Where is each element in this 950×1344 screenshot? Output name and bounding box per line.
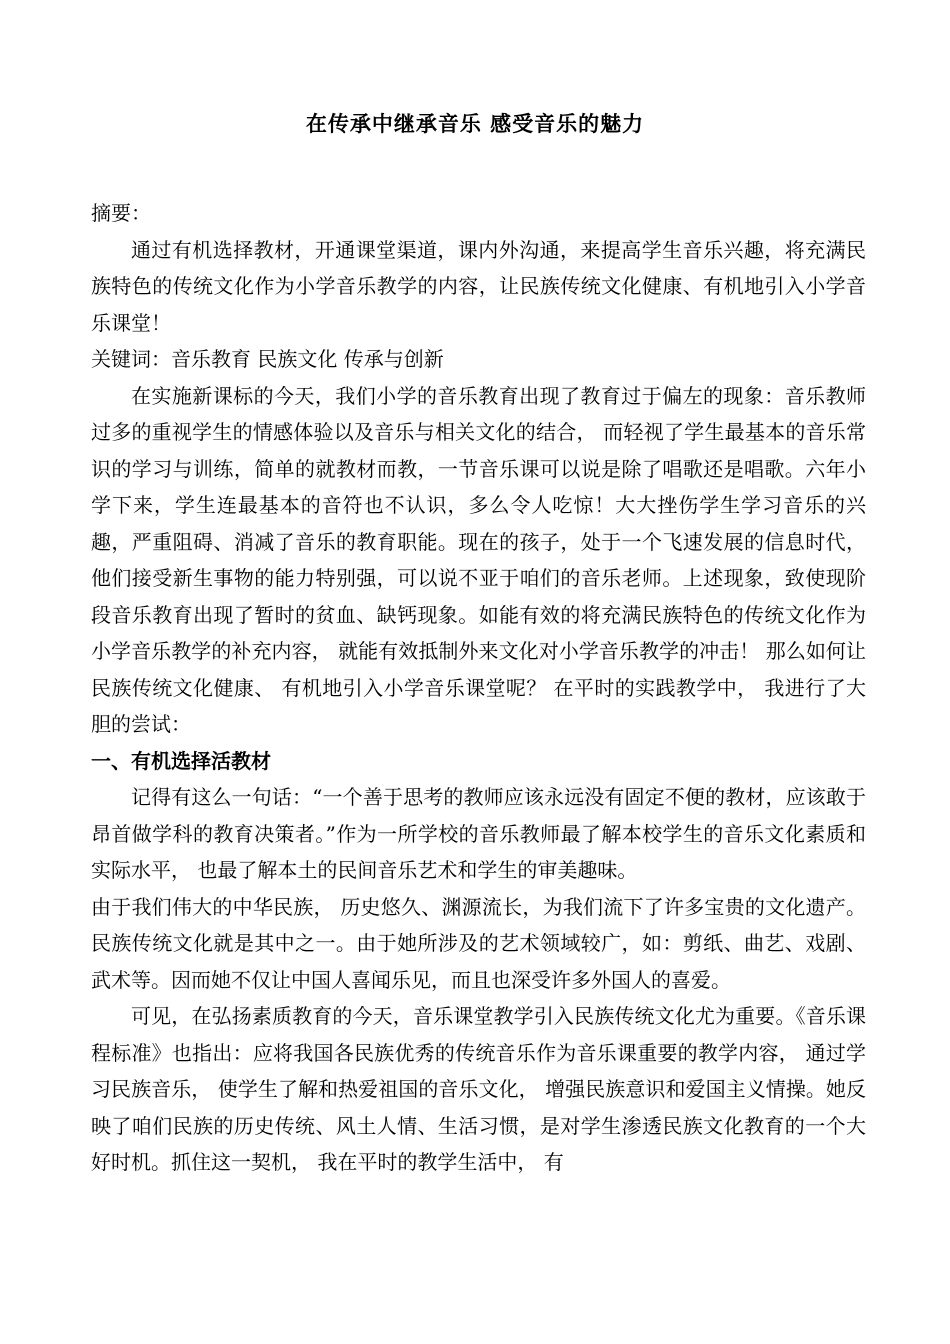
- paragraph-3: 由于我们伟大的中华民族， 历史悠久、渊源流长，为我们流下了许多宝贵的文化遗产。民族传统文化就是其中之一。由于她所涉及的艺术领域较广，如：剪纸、曲艺、戏剧、武术等。因而她不仅让中国人喜闻乐见，而且也深受许多外国人的喜爱。: [91, 894, 866, 992]
- document-body: [91, 195, 866, 1181]
- keywords-line: 关键词：音乐教育 民族文化 传承与创新: [91, 347, 444, 371]
- section-heading-1: 一、有机选择活教材: [91, 748, 271, 773]
- document-title: 在传承中继承音乐 感受音乐的魅力: [305, 112, 645, 136]
- paragraph-2: 记得有这么一句话：“一个善于思考的教师应该永远没有固定不便的教材，应该敢于昂首做学科的教育决策者。”作为一所学校的音乐教师最了解本校学生的音乐文化素质和实际水平， 也最了解本土的民间音乐艺术和学生的审美趣味。: [91, 785, 866, 882]
- abstract-label: 摘要：: [91, 201, 151, 225]
- paragraph-4: 可见，在弘扬素质教育的今天，音乐课堂教学引入民族传统文化尤为重要。《音乐课程标准》也指出：应将我国各民族优秀的传统音乐作为音乐课重要的教学内容， 通过学习民族音乐， 使学生了解和热爱祖国的音乐文化， 增强民族意识和爱国主义情操。她反映了咱们民族的历史传统、风土人情、生活习惯，是对学生渗透民族文化教育的一个大好时机。抓住这一契机， 我在平时的教学生活中， 有: [91, 1004, 866, 1174]
- paragraph-1: 在实施新课标的今天，我们小学的音乐教育出现了教育过于偏左的现象：音乐教师过多的重视学生的情感体验以及音乐与相关文化的结合， 而轻视了学生最基本的音乐常识的学习与训练，简单的就教材而教，一节音乐课可以说是除了唱歌还是唱歌。六年小学下来，学生连最基本的音符也不认识，多么令人吃惊！大大挫伤学生学习音乐的兴趣，严重阻碍、消减了音乐的教育职能。现在的孩子，处于一个飞速发展的信息时代，他们接受新生事物的能力特别强，可以说不亚于咱们的音乐老师。上述现象，致使现阶段音乐教育出现了暂时的贫血、缺钙现象。如能有效的将充满民族特色的传统文化作为小学音乐教学的补充内容， 就能有效抵制外来文化对小学音乐教学的冲击！ 那么如何让民族传统文化健康、 有机地引入小学音乐课堂呢？ 在平时的实践教学中， 我进行了大胆的尝试：: [91, 383, 866, 736]
- abstract-text: 通过有机选择教材，开通课堂渠道，课内外沟通，来提高学生音乐兴趣，将充满民族特色的传统文化作为小学音乐教学的内容，让民族传统文化健康、有机地引入小学音乐课堂！: [91, 237, 866, 335]
